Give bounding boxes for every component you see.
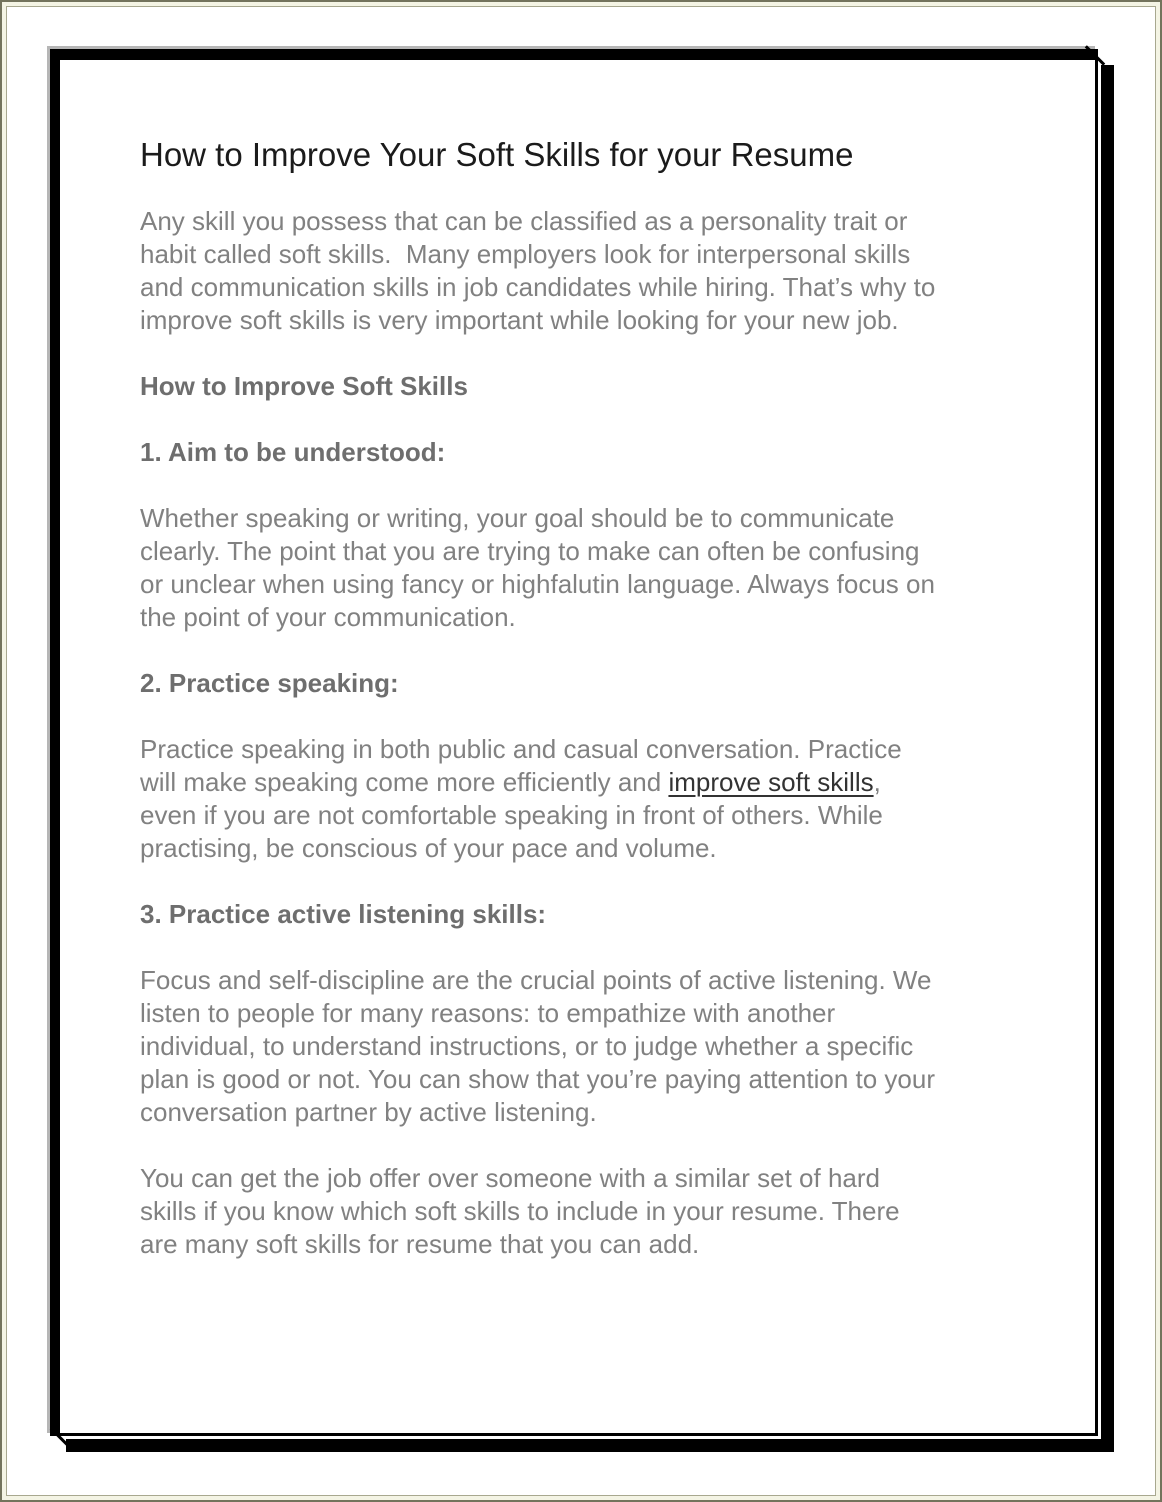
section-1-heading: 1. Aim to be understood: xyxy=(140,437,446,467)
page-title: How to Improve Your Soft Skills for your Resume xyxy=(140,136,854,173)
section-2-heading: 2. Practice speaking: xyxy=(140,668,399,698)
section-3-heading: 3. Practice active listening skills: xyxy=(140,899,547,929)
document-content xyxy=(60,60,1095,1433)
section-2-text-before-link: Practice speaking in both public and casual conversation. Practice will make speaking come more efficiently and xyxy=(140,734,902,797)
section-3-paragraph: Focus and self-discipline are the crucial points of active listening. We listen to people for many reasons: to empathize with another individual, to understand instructions, or to judge whether a specific plan is good or not. You can show that you’re paying attention to your conversation partner by active listening. xyxy=(140,965,935,1127)
closing-paragraph: You can get the job offer over someone with a similar set of hard skills if you know which soft skills to include in your resume. There are many soft skills for resume that you can add. xyxy=(140,1163,900,1259)
improve-soft-skills-link[interactable]: improve soft skills xyxy=(668,767,874,797)
section-2-text-after-link: , even if you are not comfortable speaking in front of others. While practising, be conscious of your pace and volume. xyxy=(140,767,883,863)
intro-paragraph: Any skill you possess that can be classified as a personality trait or habit called soft skills. Many employers look for interpersonal skills and communication skills in job candidates while hiring. That’s why to improve soft skills is very important while looking for your new job. xyxy=(140,206,936,335)
section-1-paragraph: Whether speaking or writing, your goal should be to communicate clearly. The point that you are trying to make can often be confusing or unclear when using fancy or highfalutin language. Always focus on the point of your communication. xyxy=(140,503,935,632)
main-section-heading: How to Improve Soft Skills xyxy=(140,371,468,401)
section-2-paragraph xyxy=(140,733,1055,865)
document-frame xyxy=(50,49,1098,1436)
